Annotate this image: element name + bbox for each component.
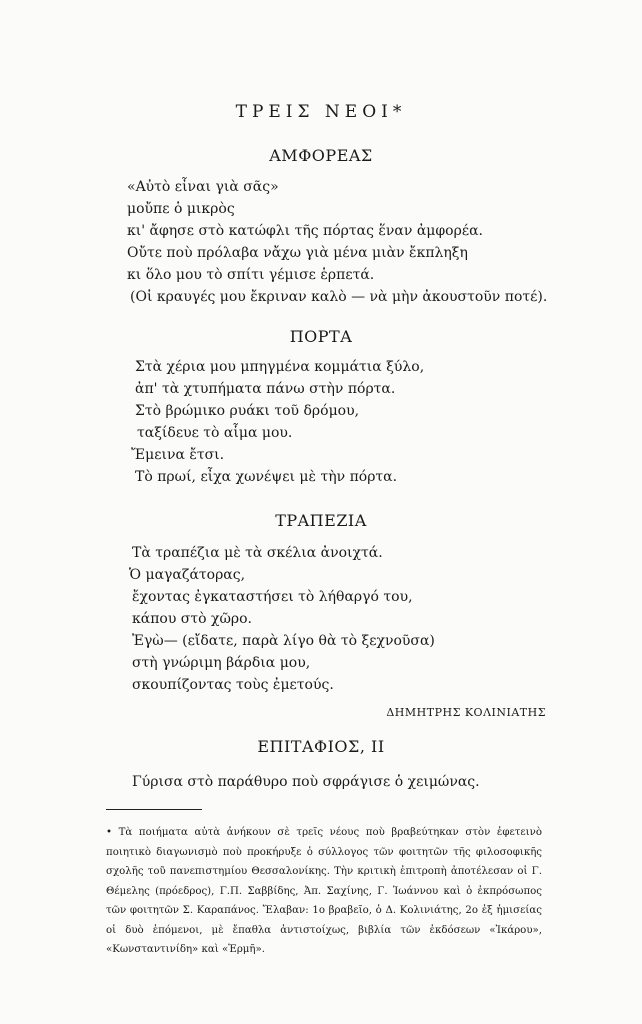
- page-title: ΤΡΕΙΣ ΝΕΟΙ*: [235, 102, 407, 122]
- poem-line: Ἐγὼ— (εἴδατε, παρὰ λίγο θὰ τὸ ξεχνοῦσα): [132, 633, 435, 649]
- poem-amforeas: [127, 176, 547, 308]
- poem-line: Τὸ πρωί, εἶχα χωνέψει μὲ τὴν πόρτα.: [135, 469, 398, 485]
- poem-line: Στὸ βρώμικο ρυάκι τοῦ δρόμου,: [135, 403, 360, 419]
- poem-line: κάπου στὸ χῶρο.: [132, 611, 252, 627]
- poem-line: «Αὐτὸ εἶναι γιὰ σᾶς»: [127, 179, 279, 195]
- poem-title-epitafios: ΕΠΙΤΑΦΙΟΣ, ΙΙ: [257, 737, 385, 756]
- poem-line: Τὰ τραπέζια μὲ τὰ σκέλια ἀνοιχτά.: [132, 545, 383, 561]
- poem-title-amforeas: ΑΜΦΟΡΕΑΣ: [269, 146, 373, 165]
- poem-line: σκουπίζοντας τοὺς ἐμετούς.: [132, 677, 334, 693]
- poem-line: ταξίδευε τὸ αἷμα μου.: [137, 425, 293, 441]
- footnote: • Τὰ ποιήματα αὐτὰ ἀνήκουν σὲ τρεῖς νέους ποὺ βραβεύτηκαν στὸν ἐφετεινὸ ποιητικὸ διαγωνισμὸ ποὺ προκήρυξε ὁ σύλλογος τῶν φοιτητῶν τῆς φιλοσοφικῆς σχολῆς τοῦ πανεπιστημίου Θεσσαλονίκης. Τὴν κριτικὴ ἐπιτροπὴ ἀποτέλεσαν οἱ Γ. Θέμελης (πρόεδρος), Γ.Π. Σαββίδης, Ἀπ. Σαχίνης, Γ. Ἰωάννου καὶ ὁ ἐκπρόσωπος τῶν φοιτητῶν Σ. Καραπάνος. Ἔλαβαν: 1ο βραβεῖο, ὁ Δ. Κολινιάτης, 2ο ἐξ ἡμισείας οἱ δυὸ ἑπόμενοι, μὲ ἔπαθλα ἀντιστοίχως, βιβλία τῶν ἐκδόσεων «Ἰκάρου», «Κωνσταντινίδη» καὶ «Ἑρμῆ».: [106, 827, 542, 955]
- poem-trapezia: [129, 542, 435, 696]
- poem-epitafios: [132, 771, 480, 793]
- poem-line: κι' ἄφησε στὸ κατώφλι τῆς πόρτας ἕναν ἀμφορέα.: [127, 223, 483, 239]
- footnote-divider: [106, 809, 202, 810]
- author-signature: ΔΗΜΗΤΡΗΣ ΚΟΛΙΝΙΑΤΗΣ: [386, 706, 546, 719]
- poem-line: Στὰ χέρια μου μπηγμένα κομμάτια ξύλο,: [135, 359, 425, 375]
- poem-line: κι ὅλο μου τὸ σπίτι γέμισε ἑρπετά.: [127, 267, 375, 283]
- poem-porta: [131, 356, 425, 488]
- poem-line: Οὔτε ποὺ πρόλαβα νἄχω γιὰ μένα μιὰν ἔκπληξη: [127, 245, 468, 261]
- poem-line: Ὁ μαγαζάτορας,: [129, 567, 246, 583]
- poem-title-porta: ΠΟΡΤΑ: [289, 327, 353, 346]
- poem-line: Γύρισα στὸ παράθυρο ποὺ σφράγισε ὁ χειμώνας.: [132, 774, 480, 790]
- poem-line: Ἔμεινα ἔτσι.: [131, 447, 225, 463]
- poem-line: ἀπ' τὰ χτυπήματα πάνω στὴν πόρτα.: [135, 381, 396, 397]
- poem-line: (Οἱ κραυγές μου ἔκριναν καλὸ — νὰ μὴν ἀκουστοῦν ποτέ).: [130, 289, 548, 305]
- poem-line: στὴ γνώριμη βάρδια μου,: [132, 655, 311, 671]
- poem-title-trapezia: ΤΡΑΠΕΖΙΑ: [275, 511, 367, 530]
- poem-line: ἔχοντας ἐγκαταστήσει τὸ λήθαργό του,: [132, 589, 413, 605]
- poem-line: μοὔπε ὁ μικρὸς: [127, 201, 235, 217]
